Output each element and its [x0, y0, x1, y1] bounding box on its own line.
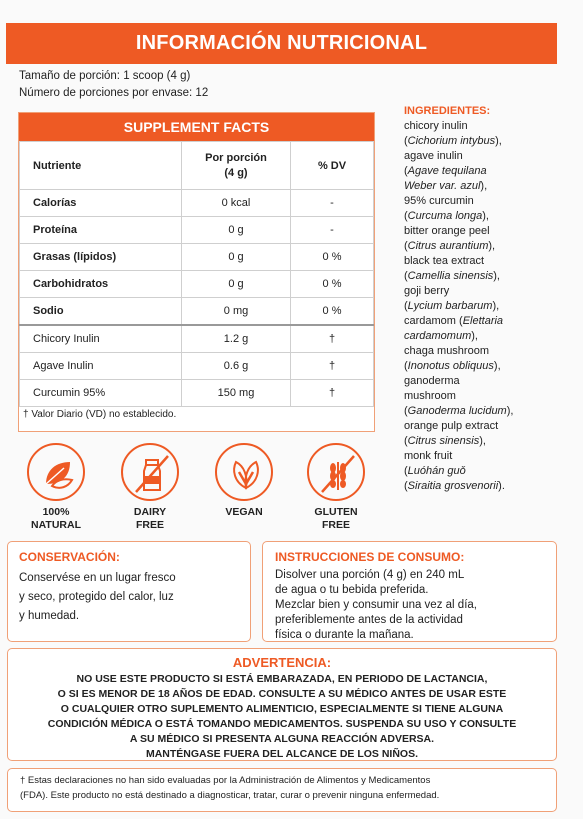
table-row [20, 217, 374, 244]
ingredient-line [404, 164, 579, 179]
nutrient-dv: 0 % [291, 244, 374, 271]
badge-circle [215, 443, 273, 501]
ingredient-text: 95% curcumin [404, 195, 474, 207]
nutrient-amount: 1.2 g [182, 325, 291, 353]
nutrient-amount: 0 g [182, 244, 291, 271]
ingredient-line [404, 134, 579, 149]
badge-leaves [18, 443, 94, 532]
nutrient-name: Carbohidratos [20, 271, 182, 298]
warning-box [7, 648, 557, 761]
ingredient-text: goji berry [404, 285, 450, 297]
table-header-row [20, 142, 374, 190]
column-header-dv: % DV [291, 142, 374, 190]
ingredient-text: ), [479, 435, 486, 447]
wheat-icon [318, 454, 358, 494]
nutrient-name: Proteína [20, 217, 182, 244]
supplement-facts-panel [18, 112, 375, 432]
ingredient-text: ). [498, 480, 505, 492]
ingredient-text: agave inulin [404, 150, 463, 162]
ingredient-line [404, 404, 579, 419]
ingredient-line [404, 149, 579, 164]
nutrient-amount: 0 g [182, 271, 291, 298]
ingredient-line [404, 119, 579, 134]
ingredient-latin-name: Lycium barbarum [407, 300, 493, 312]
badge-circle [307, 443, 365, 501]
ingredient-line [404, 449, 579, 464]
ingredient-text: monk fruit [404, 450, 453, 462]
nutrient-name: Curcumin 95% [20, 380, 182, 407]
ingredient-line [404, 269, 579, 284]
nutrient-dv: 0 % [291, 298, 374, 326]
ingredient-line [404, 389, 579, 404]
ingredient-latin-name: Inonotus obliquus [407, 360, 494, 372]
ingredient-text: ), [493, 360, 501, 372]
nutrient-name: Agave Inulin [20, 353, 182, 380]
nutrient-name: Chicory Inulin [20, 325, 182, 353]
ingredient-text: ( [404, 480, 408, 492]
ingredient-text: ), [506, 405, 514, 417]
table-row [20, 325, 374, 353]
vegan-leaf-icon [226, 454, 266, 494]
nutrient-amount: 150 mg [182, 380, 291, 407]
ingredient-latin-name: Camellia sinensis [407, 270, 494, 282]
ingredient-text: bitter orange peel [404, 225, 490, 237]
ingredient-text: orange pulp extract [404, 420, 499, 432]
warning-text: NO USE ESTE PRODUCTO SI ESTÁ EMBARAZADA, EN PERIODO DE LACTANCIA, O SI ES MENOR DE 18 AÑOS DE EDAD. CONSULTE A SU MÉDICO ANTES DE USAR ESTE O CUALQUIER OTRO SUPLEMENTO ALIMENTICIO, ESPECIALMENTE SI TIENE ALGUNA CONDICIÓN MÉDICA O ESTÁ TOMANDO MEDICAMENTOS. SUSPENDA SU USO Y CONSULTE A SU MÉDICO SI PRESENTA ALGUNA REACCIÓN ADVERSA. MANTÉNGASE FUERA DEL ALCANCE DE LOS NIÑOS. [47, 673, 517, 760]
ingredients-list [404, 104, 579, 494]
table-row [20, 298, 374, 326]
ingredient-text: ( [404, 210, 408, 222]
ingredient-line [404, 284, 579, 299]
ingredient-latin-name: Agave tequilana [407, 165, 487, 177]
ingredient-latin-name: Luóhán guǒ [407, 465, 466, 477]
ingredient-text: ( [404, 135, 408, 147]
disclaimer-text: † Estas declaraciones no han sido evaluadas por la Administración de Alimentos y Medicamentos (FDA). Este producto no está destinado a diagnosticar, tratar, curar o prevenir ninguna enfermedad. [20, 775, 440, 801]
ingredient-line [404, 314, 579, 329]
column-header-nutrient: Nutriente [20, 142, 182, 190]
ingredient-latin-name: Cichorium intybus [407, 135, 496, 147]
nutrient-dv: † [291, 325, 374, 353]
table-row [20, 353, 374, 380]
ingredient-line [404, 179, 579, 194]
ingredient-text: ), [480, 180, 488, 192]
ingredient-latin-name: Citrus sinensis [407, 435, 480, 447]
ingredient-text: ), [471, 330, 478, 342]
instructions-title: INSTRUCCIONES DE CONSUMO: [275, 550, 465, 564]
ingredient-line [404, 329, 579, 344]
servings-per-container: Número de porciones por envase: 12 [19, 87, 209, 99]
table-row [20, 190, 374, 217]
ingredient-text: ( [404, 465, 408, 477]
ingredient-line [404, 239, 579, 254]
ingredient-text: chicory inulin [404, 120, 468, 132]
ingredient-text: ), [493, 270, 500, 282]
ingredient-text: ), [482, 210, 489, 222]
ingredient-text: ( [404, 435, 408, 447]
nutrient-amount: 0 mg [182, 298, 291, 326]
nutrient-name: Calorías [20, 190, 182, 217]
ingredient-latin-name: Ganoderma lucidum [407, 405, 507, 417]
ingredient-text: mushroom [404, 390, 456, 402]
ingredient-latin-name: Weber var. azul [404, 180, 481, 192]
ingredient-line [404, 299, 579, 314]
ingredient-text: ganoderma [404, 375, 460, 387]
badge-label: GLUTEN FREE [314, 506, 358, 531]
page-title: INFORMACIÓN NUTRICIONAL [6, 23, 557, 64]
table-row [20, 380, 374, 407]
table-row [20, 244, 374, 271]
badge-circle [27, 443, 85, 501]
nutrient-dv: - [291, 217, 374, 244]
nutrient-dv: - [291, 190, 374, 217]
instructions-text: Disolver una porción (4 g) en 240 mL de agua o tu bebida preferida. Mezclar bien y consumir una vez al día, preferiblemente antes de la actividad física o durante la mañana. [275, 569, 477, 641]
ingredient-text: ( [404, 360, 408, 372]
table-row [20, 271, 374, 298]
ingredient-text: cardamom ( [404, 315, 463, 327]
ingredients-title: INGREDIENTES: [404, 105, 491, 117]
nutrient-amount: 0.6 g [182, 353, 291, 380]
supplement-facts-table [19, 141, 374, 407]
supplement-facts-title: SUPPLEMENT FACTS [19, 113, 374, 141]
ingredient-text: ( [404, 270, 408, 282]
ingredient-text: black tea extract [404, 255, 485, 267]
ingredient-text: ( [404, 240, 408, 252]
ingredient-latin-name: Siraitia grosvenorii [407, 480, 499, 492]
ingredient-line [404, 434, 579, 449]
conservation-title: CONSERVACIÓN: [19, 550, 120, 564]
nutrient-dv: † [291, 380, 374, 407]
ingredient-text: ), [492, 300, 500, 312]
badge-circle [121, 443, 179, 501]
warning-title: ADVERTENCIA: [232, 655, 332, 670]
badge-label: 100% NATURAL [31, 506, 81, 531]
milk-bottle-icon [132, 454, 172, 494]
facts-footnote: † Valor Diario (VD) no establecido. [23, 409, 177, 420]
conservation-box [7, 541, 251, 642]
nutrient-name: Sodio [20, 298, 182, 326]
ingredient-line [404, 254, 579, 269]
badge-label: DAIRY FREE [133, 506, 167, 531]
ingredient-text: ), [488, 240, 496, 252]
ingredient-latin-name: Curcuma longa [407, 210, 483, 222]
ingredient-line [404, 344, 579, 359]
ingredient-latin-name: Elettaria [462, 315, 504, 327]
ingredient-line [404, 209, 579, 224]
instructions-box [262, 541, 557, 642]
ingredient-latin-name: cardamomum [404, 330, 472, 342]
badge-milk-bottle [112, 443, 188, 532]
badge-wheat [298, 443, 374, 532]
ingredient-text: ( [404, 300, 408, 312]
ingredient-line [404, 359, 579, 374]
nutrient-name: Grasas (lípidos) [20, 244, 182, 271]
badge-vegan-leaf [206, 443, 282, 519]
ingredient-line [404, 419, 579, 434]
disclaimer-box [7, 768, 557, 812]
ingredient-line [404, 464, 579, 479]
ingredient-text: ( [404, 405, 408, 417]
conservation-text: Conservése en un lugar fresco y seco, protegido del calor, luz y humedad. [19, 572, 176, 622]
column-header-portion: Por porción (4 g) [182, 142, 291, 190]
badge-label: VEGAN [225, 506, 263, 518]
ingredient-latin-name: Citrus aurantium [407, 240, 489, 252]
nutrient-dv: 0 % [291, 271, 374, 298]
nutrient-amount: 0 kcal [182, 190, 291, 217]
ingredient-line [404, 194, 579, 209]
ingredient-text: ( [404, 165, 408, 177]
ingredient-line [404, 374, 579, 389]
ingredient-line [404, 224, 579, 239]
ingredient-text: chaga mushroom [404, 345, 489, 357]
nutrient-dv: † [291, 353, 374, 380]
serving-size: Tamaño de porción: 1 scoop (4 g) [19, 70, 191, 82]
ingredient-line [404, 479, 579, 494]
leaves-icon [38, 454, 78, 494]
nutrient-amount: 0 g [182, 217, 291, 244]
ingredient-text: ), [495, 135, 502, 147]
